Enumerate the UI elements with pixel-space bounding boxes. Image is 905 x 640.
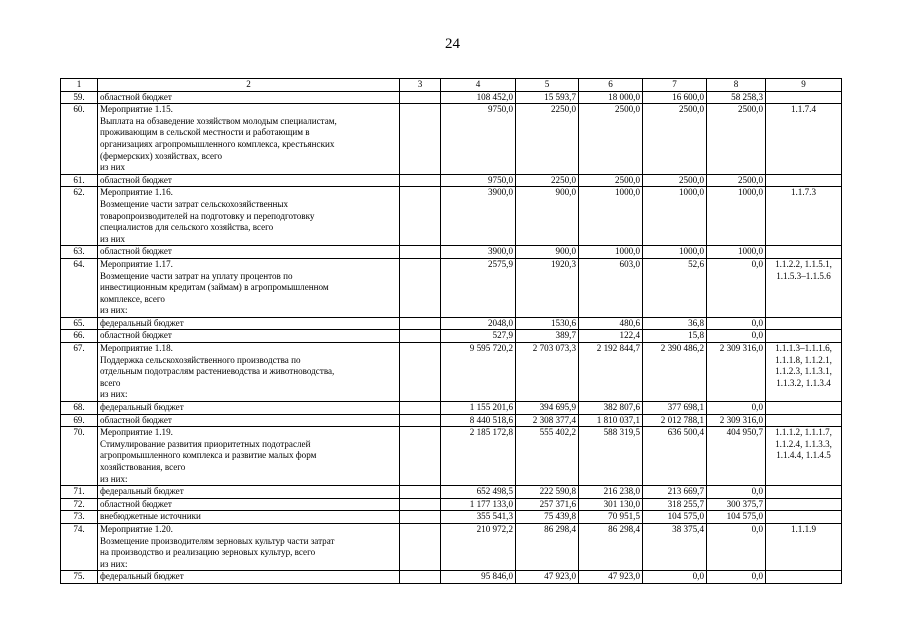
amount-cell-c6: 382 807,6 xyxy=(579,402,643,415)
amount-cell-c6: 301 130,0 xyxy=(579,498,643,511)
reference-line: 1.1.2.4, 1.1.3.3, xyxy=(775,438,832,449)
description-line: областной бюджет xyxy=(100,498,172,509)
header-cell: 7 xyxy=(643,79,707,92)
reference-cell xyxy=(766,343,842,402)
column-3-cell xyxy=(400,317,441,330)
reference-cell xyxy=(766,486,842,499)
amount-cell-c8: 0,0 xyxy=(707,571,766,584)
description-cell xyxy=(98,330,400,343)
column-3-cell xyxy=(400,343,441,402)
amount-cell-c6: 1 810 037,1 xyxy=(579,414,643,427)
table-row xyxy=(61,571,842,584)
table-row xyxy=(61,330,842,343)
amount-cell-c4: 1 155 201,6 xyxy=(441,402,516,415)
description-cell xyxy=(98,486,400,499)
table-row xyxy=(61,91,842,104)
amount-cell-c6: 86 298,4 xyxy=(579,523,643,570)
description-cell xyxy=(98,511,400,524)
row-number-cell: 67. xyxy=(61,343,98,402)
row-number-cell: 71. xyxy=(61,486,98,499)
description-line: федеральный бюджет xyxy=(100,402,184,413)
header-row xyxy=(61,79,842,92)
amount-cell-c8: 1000,0 xyxy=(707,187,766,246)
column-3-cell xyxy=(400,414,441,427)
description-cell xyxy=(98,523,400,570)
amount-cell-c5: 257 371,6 xyxy=(516,498,579,511)
amount-cell-c8: 2 309 316,0 xyxy=(707,414,766,427)
row-number-cell: 72. xyxy=(61,498,98,511)
reference-cell xyxy=(766,246,842,259)
column-3-cell xyxy=(400,258,441,317)
description-line: отдельным подотраслям растениеводства и животноводства, xyxy=(100,366,335,377)
description-line: Мероприятие 1.20. xyxy=(100,523,173,534)
header-cell: 3 xyxy=(400,79,441,92)
amount-cell-c7: 636 500,4 xyxy=(643,427,707,486)
amount-cell-c4: 8 440 518,6 xyxy=(441,414,516,427)
row-number-cell: 59. xyxy=(61,91,98,104)
amount-cell-c6: 2500,0 xyxy=(579,174,643,187)
row-number-cell: 66. xyxy=(61,330,98,343)
amount-cell-c8: 300 375,7 xyxy=(707,498,766,511)
row-number-cell: 68. xyxy=(61,402,98,415)
amount-cell-c5: 47 923,0 xyxy=(516,571,579,584)
description-line: внебюджетные источники xyxy=(100,511,201,522)
amount-cell-c8: 2 309 316,0 xyxy=(707,343,766,402)
table-row xyxy=(61,414,842,427)
amount-cell-c6: 216 238,0 xyxy=(579,486,643,499)
description-line: всего xyxy=(100,377,121,388)
reference-line: 1.1.7.4 xyxy=(790,104,816,115)
amount-cell-c7: 2500,0 xyxy=(643,174,707,187)
description-line: Возмещение производителям зерновых культур части затрат xyxy=(100,535,335,546)
row-number-cell: 62. xyxy=(61,187,98,246)
amount-cell-c5: 389,7 xyxy=(516,330,579,343)
amount-cell-c5: 555 402,2 xyxy=(516,427,579,486)
amount-cell-c6: 1000,0 xyxy=(579,187,643,246)
reference-cell xyxy=(766,174,842,187)
amount-cell-c6: 1000,0 xyxy=(579,246,643,259)
column-3-cell xyxy=(400,498,441,511)
row-number-cell: 60. xyxy=(61,104,98,175)
amount-cell-c8: 0,0 xyxy=(707,330,766,343)
reference-cell xyxy=(766,402,842,415)
description-line: федеральный бюджет xyxy=(100,486,184,497)
page-number: 24 xyxy=(445,36,460,52)
column-3-cell xyxy=(400,104,441,175)
description-line: Стимулирование развития приоритетных подотраслей xyxy=(100,438,311,449)
description-line: Мероприятие 1.18. xyxy=(100,343,173,354)
amount-cell-c5: 2 703 073,3 xyxy=(516,343,579,402)
description-line: Возмещение части затрат на уплату процентов по xyxy=(100,270,293,281)
table-row xyxy=(61,486,842,499)
amount-cell-c7: 213 669,7 xyxy=(643,486,707,499)
amount-cell-c4: 3900,0 xyxy=(441,246,516,259)
description-line: областной бюджет xyxy=(100,91,172,102)
amount-cell-c4: 9750,0 xyxy=(441,104,516,175)
amount-cell-c4: 2048,0 xyxy=(441,317,516,330)
description-line: (фермерских) хозяйствах, всего xyxy=(100,150,223,161)
reference-line: 1.1.7.3 xyxy=(790,187,816,198)
description-line: областной бюджет xyxy=(100,174,172,185)
header-cell: 9 xyxy=(766,79,842,92)
amount-cell-c6: 47 923,0 xyxy=(579,571,643,584)
amount-cell-c4: 108 452,0 xyxy=(441,91,516,104)
column-3-cell xyxy=(400,402,441,415)
description-line: федеральный бюджет xyxy=(100,317,184,328)
amount-cell-c7: 318 255,7 xyxy=(643,498,707,511)
amount-cell-c4: 1 177 133,0 xyxy=(441,498,516,511)
description-cell xyxy=(98,414,400,427)
amount-cell-c7: 1000,0 xyxy=(643,187,707,246)
description-cell xyxy=(98,427,400,486)
amount-cell-c7: 2 012 788,1 xyxy=(643,414,707,427)
amount-cell-c5: 1920,3 xyxy=(516,258,579,317)
column-3-cell xyxy=(400,427,441,486)
amount-cell-c6: 70 951,5 xyxy=(579,511,643,524)
header-cell: 5 xyxy=(516,79,579,92)
description-line: из них: xyxy=(100,558,128,569)
amount-cell-c8: 2500,0 xyxy=(707,104,766,175)
column-3-cell xyxy=(400,187,441,246)
column-3-cell xyxy=(400,246,441,259)
column-3-cell xyxy=(400,523,441,570)
amount-cell-c8: 0,0 xyxy=(707,258,766,317)
amount-cell-c6: 480,6 xyxy=(579,317,643,330)
amount-cell-c4: 95 846,0 xyxy=(441,571,516,584)
description-line: инвестиционным кредитам (займам) в агропромышленном xyxy=(100,282,329,293)
description-cell xyxy=(98,402,400,415)
amount-cell-c6: 122,4 xyxy=(579,330,643,343)
table-row xyxy=(61,174,842,187)
amount-cell-c4: 2575,9 xyxy=(441,258,516,317)
description-line: областной бюджет xyxy=(100,246,172,257)
description-line: Мероприятие 1.15. xyxy=(100,104,173,115)
amount-cell-c8: 0,0 xyxy=(707,523,766,570)
amount-cell-c5: 900,0 xyxy=(516,246,579,259)
row-number-cell: 65. xyxy=(61,317,98,330)
column-3-cell xyxy=(400,511,441,524)
description-line: Мероприятие 1.19. xyxy=(100,427,173,438)
row-number-cell: 74. xyxy=(61,523,98,570)
amount-cell-c7: 38 375,4 xyxy=(643,523,707,570)
description-line: на производство и реализацию зерновых культур, всего xyxy=(100,547,316,558)
description-line: из них: xyxy=(100,305,128,316)
header-cell: 8 xyxy=(707,79,766,92)
amount-cell-c7: 0,0 xyxy=(643,571,707,584)
table-row xyxy=(61,402,842,415)
table-row xyxy=(61,498,842,511)
amount-cell-c8: 58 258,3 xyxy=(707,91,766,104)
column-3-cell xyxy=(400,571,441,584)
description-cell xyxy=(98,258,400,317)
amount-cell-c7: 2500,0 xyxy=(643,104,707,175)
description-cell xyxy=(98,174,400,187)
amount-cell-c5: 86 298,4 xyxy=(516,523,579,570)
amount-cell-c4: 3900,0 xyxy=(441,187,516,246)
row-number-cell: 75. xyxy=(61,571,98,584)
amount-cell-c6: 2 192 844,7 xyxy=(579,343,643,402)
reference-cell xyxy=(766,511,842,524)
description-line: Мероприятие 1.17. xyxy=(100,258,173,269)
description-line: Выплата на обзаведение хозяйством молодым специалистам, xyxy=(100,115,337,126)
description-line: федеральный бюджет xyxy=(100,571,184,582)
description-line: проживающим в сельской местности и работающим в xyxy=(100,127,310,138)
reference-line: 1.1.2.3, 1.1.3.1, xyxy=(775,366,832,377)
reference-cell xyxy=(766,427,842,486)
reference-line: 1.1.2.2, 1.1.5.1, xyxy=(775,258,832,269)
reference-line: 1.1.4.4, 1.1.4.5 xyxy=(776,450,831,461)
reference-cell xyxy=(766,258,842,317)
reference-cell xyxy=(766,523,842,570)
description-line: из них xyxy=(100,162,126,173)
table-row xyxy=(61,427,842,486)
description-line: Возмещение части затрат сельскохозяйственных xyxy=(100,198,289,209)
amount-cell-c8: 0,0 xyxy=(707,402,766,415)
amount-cell-c6: 18 000,0 xyxy=(579,91,643,104)
amount-cell-c8: 0,0 xyxy=(707,317,766,330)
amount-cell-c5: 15 593,7 xyxy=(516,91,579,104)
column-3-cell xyxy=(400,486,441,499)
amount-cell-c8: 1000,0 xyxy=(707,246,766,259)
row-number-cell: 73. xyxy=(61,511,98,524)
header-cell: 4 xyxy=(441,79,516,92)
description-cell xyxy=(98,187,400,246)
column-3-cell xyxy=(400,174,441,187)
row-number-cell: 70. xyxy=(61,427,98,486)
table-row xyxy=(61,511,842,524)
amount-cell-c6: 603,0 xyxy=(579,258,643,317)
description-line: хозяйствования, всего xyxy=(100,462,186,472)
description-line: товаропроизводителей на подготовку и переподготовку xyxy=(100,210,315,221)
description-cell xyxy=(98,104,400,175)
amount-cell-c5: 2250,0 xyxy=(516,174,579,187)
amount-cell-c7: 104 575,0 xyxy=(643,511,707,524)
description-line: из них: xyxy=(100,389,128,400)
amount-cell-c4: 210 972,2 xyxy=(441,523,516,570)
amount-cell-c4: 9 595 720,2 xyxy=(441,343,516,402)
reference-line: 1.1.1.8, 1.1.2.1, xyxy=(775,354,832,365)
amount-cell-c4: 2 185 172,8 xyxy=(441,427,516,486)
reference-cell xyxy=(766,330,842,343)
table-row xyxy=(61,104,842,175)
row-number-cell: 63. xyxy=(61,246,98,259)
reference-line: 1.1.3.2, 1.1.3.4 xyxy=(776,377,831,388)
reference-cell xyxy=(766,498,842,511)
reference-cell xyxy=(766,571,842,584)
description-line: Поддержка сельскохозяйственного производства по xyxy=(100,354,301,365)
reference-cell xyxy=(766,104,842,175)
amount-cell-c8: 104 575,0 xyxy=(707,511,766,524)
amount-cell-c5: 2 308 377,4 xyxy=(516,414,579,427)
description-cell xyxy=(98,246,400,259)
description-line: областной бюджет xyxy=(100,414,172,425)
budget-table xyxy=(60,78,842,584)
amount-cell-c5: 394 695,9 xyxy=(516,402,579,415)
amount-cell-c8: 2500,0 xyxy=(707,174,766,187)
header-cell: 1 xyxy=(61,79,98,92)
header-cell: 2 xyxy=(98,79,400,92)
amount-cell-c7: 15,8 xyxy=(643,330,707,343)
amount-cell-c7: 1000,0 xyxy=(643,246,707,259)
description-line: Мероприятие 1.16. xyxy=(100,187,173,198)
reference-cell xyxy=(766,187,842,246)
description-line: комплексе, всего xyxy=(100,293,165,304)
description-cell xyxy=(98,317,400,330)
amount-cell-c5: 900,0 xyxy=(516,187,579,246)
reference-line: 1.1.5.3–1.1.5.6 xyxy=(776,270,831,281)
amount-cell-c5: 75 439,8 xyxy=(516,511,579,524)
amount-cell-c4: 652 498,5 xyxy=(441,486,516,499)
description-cell xyxy=(98,343,400,402)
table-row xyxy=(61,187,842,246)
table-row xyxy=(61,258,842,317)
reference-line: 1.1.1.2, 1.1.1.7, xyxy=(775,427,832,438)
amount-cell-c7: 2 390 486,2 xyxy=(643,343,707,402)
reference-cell xyxy=(766,414,842,427)
amount-cell-c7: 52,6 xyxy=(643,258,707,317)
description-line: организациях агропромышленного комплекса, крестьянских xyxy=(100,138,335,149)
amount-cell-c7: 16 600,0 xyxy=(643,91,707,104)
row-number-cell: 61. xyxy=(61,174,98,187)
table-row xyxy=(61,523,842,570)
description-line: агропромышленного комплекса и развитие малых форм xyxy=(100,450,317,461)
reference-cell xyxy=(766,91,842,104)
description-line: из них: xyxy=(100,473,128,484)
amount-cell-c4: 527,9 xyxy=(441,330,516,343)
amount-cell-c6: 588 319,5 xyxy=(579,427,643,486)
description-line: областной бюджет xyxy=(100,330,172,341)
reference-line: 1.1.1.9 xyxy=(790,523,816,534)
table-row xyxy=(61,246,842,259)
amount-cell-c5: 1530,6 xyxy=(516,317,579,330)
column-3-cell xyxy=(400,330,441,343)
amount-cell-c6: 2500,0 xyxy=(579,104,643,175)
amount-cell-c8: 404 950,7 xyxy=(707,427,766,486)
description-cell xyxy=(98,91,400,104)
column-3-cell xyxy=(400,91,441,104)
table-row xyxy=(61,317,842,330)
amount-cell-c4: 9750,0 xyxy=(441,174,516,187)
row-number-cell: 64. xyxy=(61,258,98,317)
amount-cell-c5: 2250,0 xyxy=(516,104,579,175)
description-line: специалистов для сельского хозяйства, всего xyxy=(100,222,274,233)
description-line: из них xyxy=(100,233,126,244)
amount-cell-c4: 355 541,3 xyxy=(441,511,516,524)
header-cell: 6 xyxy=(579,79,643,92)
amount-cell-c7: 36,8 xyxy=(643,317,707,330)
amount-cell-c5: 222 590,8 xyxy=(516,486,579,499)
amount-cell-c8: 0,0 xyxy=(707,486,766,499)
reference-cell xyxy=(766,317,842,330)
row-number-cell: 69. xyxy=(61,414,98,427)
reference-line: 1.1.1.3–1.1.1.6, xyxy=(775,343,832,354)
amount-cell-c7: 377 698,1 xyxy=(643,402,707,415)
description-cell xyxy=(98,571,400,584)
description-cell xyxy=(98,498,400,511)
table-row xyxy=(61,343,842,402)
